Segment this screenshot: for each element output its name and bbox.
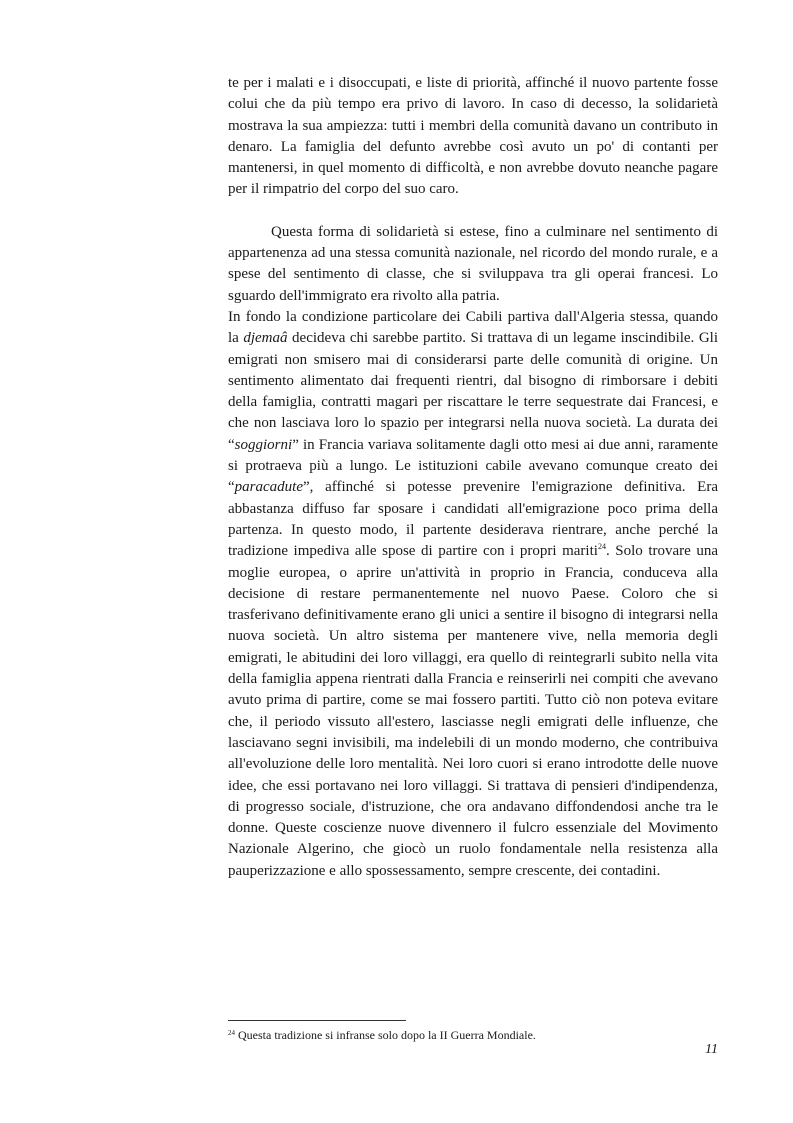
body-text [228, 73, 718, 882]
footnote-marker: 24 [228, 1029, 235, 1037]
footnote-divider [228, 1020, 406, 1021]
paragraph-2: Questa forma di solidarietà si estese, fino a culminare nel sentimento di appartenenza ad una stessa comunità nazionale, nel ricordo del mondo rurale, e a spese del sentimento di classe, che si sviluppava tra gli operai francesi. Lo sguardo dell'immigrato era rivolto alla patria. [228, 223, 718, 304]
text-run: ” in Francia variava solitamente dagli otto mesi ai due anni, raramente si protraeva più a lungo. Le istituzioni cabile avevano comunque creato dei “ [228, 436, 718, 496]
paragraph-gap [228, 201, 718, 222]
paragraph-1: te per i malati e i disoccupati, e liste di priorità, affinché il nuovo partente fosse colui che da più tempo era privo di lavoro. In caso di decesso, la solidarietà mostrava la sua ampiezza: tutti i membri della comunità davano un contributo in denaro. La famiglia del defunto avrebbe così avuto un po' di contanti per mantenersi, in quel momento di difficoltà, e non avrebbe dovuto neanche pagare per il rimpatrio del corpo del suo caro. [228, 75, 718, 198]
term-paracadute: paracadute [234, 479, 303, 496]
text-run: ”, affinché si potesse prevenire l'emigrazione definitiva. Era abbastanza diffuso far sposare i candidati all'emigrazione poco prima della partenza. In questo modo, il partente desiderava rientrare, anche perché la tradizione impediva alle spose di partire con i propri mariti [228, 479, 718, 560]
footnote [228, 1028, 718, 1043]
text-run: In fondo la condizione particolare dei Cabili partiva dall'Algeria stessa, quando la [228, 308, 718, 347]
text-run: . Solo trovare una moglie europea, o aprire un'attività in proprio in Francia, conduceva alla decisione di restare permanentemente nel nuovo Paese. Coloro che si trasferivano definitivamente erano gli unici a sentire il bisogno di integrarsi nella nuova società. Un altro sistema per mantenere vive, nella memoria degli emigrati, le abitudini dei loro villaggi, era quello di reintegrarli subito nella vita della famiglia appena rientrati dalla Francia e reinserirli nei compiti che avevano avuto prima di partire, come se mai fossero partiti. Tutto ciò non poteva evitare che, il periodo vissuto all'estero, lasciasse negli emigrati delle influenze, che lasciavano segni invisibili, ma indelebili di un mondo moderno, che contribuiva all'evoluzione delle loro mentalità. Nei loro cuori si erano introdotte delle nuove idee, che essi portavano nei loro villaggi. Si trattava di pensieri d'indipendenza, di progresso sociale, d'istruzione, che ora andavano diffondendosi anche tra le donne. Queste coscienze nuove divennero il fulcro essenziale del Movimento Nazionale Algerino, che giocò un ruolo fondamentale nella resistenza alla pauperizzazione e allo spossessamento, sempre crescente, dei contadini. [228, 543, 719, 879]
text-run: decideva chi sarebbe partito. Si trattava di un legame inscindibile. Gli emigrati non smisero mai di considerarsi parte delle comunità di origine. Un sentimento alimentato dai frequenti rientri, dal bisogno di rimborsare i debiti della famiglia, contratti magari per riscattare le terre sequestrate dai Francesi, e che non lasciava loro lo spazio per integrarsi nella nuova società. La durata dei “ [228, 330, 719, 453]
paragraph-3 [228, 307, 718, 882]
term-djemaa: djemaâ [243, 330, 288, 347]
term-soggiorni: soggiorni [234, 436, 293, 453]
footnote-reference[interactable]: 24 [597, 542, 606, 552]
footnote-text: Questa tradizione si infranse solo dopo la II Guerra Mondiale. [235, 1028, 536, 1042]
page-number: 11 [705, 1042, 718, 1057]
